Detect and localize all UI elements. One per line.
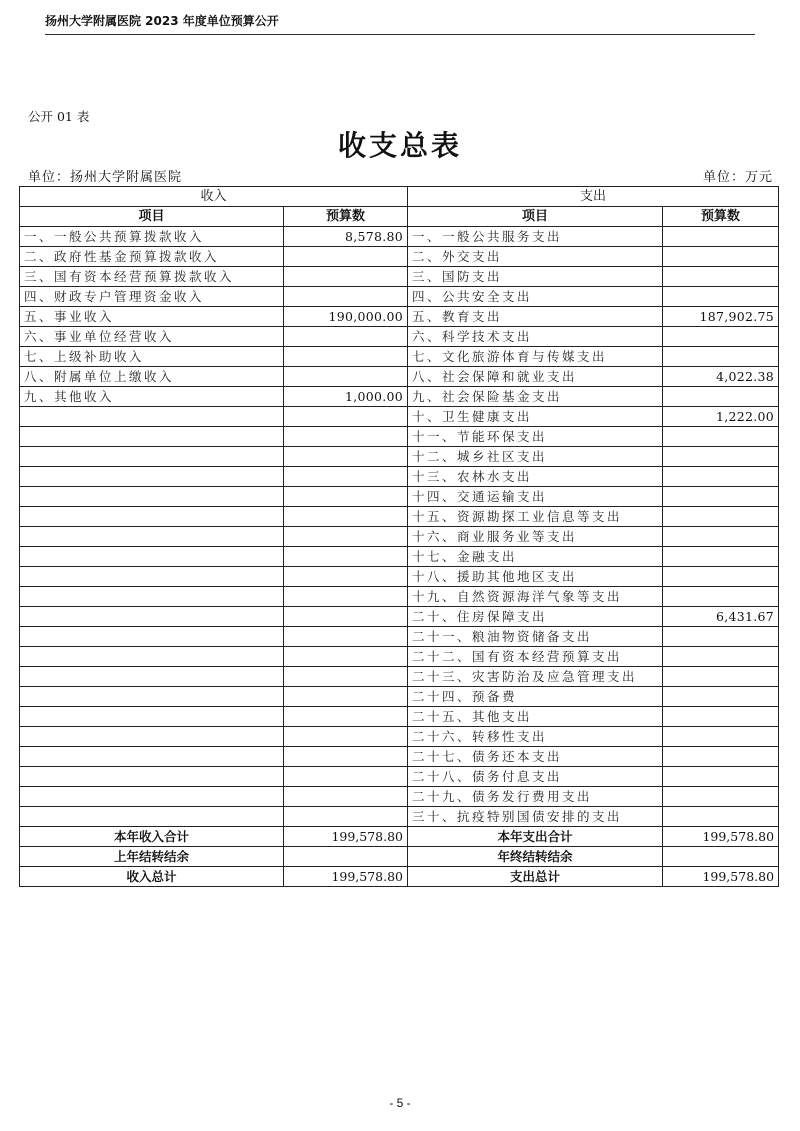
income-amount-cell [284, 367, 408, 387]
income-amount-cell: 1,000.00 [284, 387, 408, 407]
income-summary-label: 收入总计 [20, 867, 284, 887]
table-row [20, 567, 779, 587]
expense-amount-cell [663, 627, 779, 647]
income-amount-cell: 190,000.00 [284, 307, 408, 327]
table-row [20, 747, 779, 767]
expense-amount-cell: 4,022.38 [663, 367, 779, 387]
table-row [20, 327, 779, 347]
expense-item-cell: 二十、住房保障支出 [408, 607, 663, 627]
expense-item-cell: 十二、城乡社区支出 [408, 447, 663, 467]
income-amount-cell [284, 407, 408, 427]
income-amount-cell [284, 527, 408, 547]
page-header: 扬州大学附属医院 2023 年度单位预算公开 [45, 12, 755, 35]
expense-amount-cell [663, 767, 779, 787]
expense-item-cell: 五、教育支出 [408, 307, 663, 327]
expense-item-cell: 九、社会保险基金支出 [408, 387, 663, 407]
income-item-cell: 二、政府性基金预算拨款收入 [20, 247, 284, 267]
income-item-cell: 八、附属单位上缴收入 [20, 367, 284, 387]
income-amount-cell [284, 647, 408, 667]
income-amount-cell [284, 567, 408, 587]
table-row [20, 307, 779, 327]
expense-item-header: 项目 [408, 207, 663, 227]
expense-summary-label: 本年支出合计 [408, 827, 663, 847]
expense-summary-amount: 199,578.80 [663, 867, 779, 887]
expense-item-cell: 十七、金融支出 [408, 547, 663, 567]
table-row [20, 627, 779, 647]
table-row [20, 647, 779, 667]
expense-item-cell: 十五、资源勘探工业信息等支出 [408, 507, 663, 527]
expense-amount-cell [663, 347, 779, 367]
table-row [20, 367, 779, 387]
expense-item-cell: 八、社会保障和就业支出 [408, 367, 663, 387]
expense-amount-cell [663, 387, 779, 407]
table-row [20, 247, 779, 267]
summary-row [20, 827, 779, 847]
income-item-cell [20, 407, 284, 427]
table-row [20, 707, 779, 727]
expense-item-cell: 三、国防支出 [408, 267, 663, 287]
page-title: 收支总表 [337, 129, 462, 162]
income-summary-label: 本年收入合计 [20, 827, 284, 847]
expense-item-cell: 十八、援助其他地区支出 [408, 567, 663, 587]
income-amount-cell [284, 327, 408, 347]
table-row [20, 487, 779, 507]
income-amount-cell [284, 747, 408, 767]
income-item-cell [20, 627, 284, 647]
budget-summary-table [19, 186, 779, 887]
table-row [20, 687, 779, 707]
expense-item-cell: 十九、自然资源海洋气象等支出 [408, 587, 663, 607]
income-amount-cell [284, 347, 408, 367]
income-item-cell [20, 587, 284, 607]
expense-item-cell: 一、一般公共服务支出 [408, 227, 663, 247]
income-item-cell [20, 427, 284, 447]
table-row [20, 407, 779, 427]
table-row [20, 787, 779, 807]
income-amount-cell [284, 667, 408, 687]
income-amount-cell [284, 787, 408, 807]
income-amount-cell [284, 267, 408, 287]
expense-item-cell: 二十四、预备费 [408, 687, 663, 707]
income-amount-cell [284, 687, 408, 707]
table-row [20, 267, 779, 287]
income-item-cell [20, 687, 284, 707]
income-item-cell [20, 807, 284, 827]
expense-summary-label: 支出总计 [408, 867, 663, 887]
income-summary-amount [284, 847, 408, 867]
income-item-cell: 三、国有资本经营预算拨款收入 [20, 267, 284, 287]
expense-amount-cell [663, 507, 779, 527]
table-row [20, 447, 779, 467]
expense-item-cell: 二十一、粮油物资储备支出 [408, 627, 663, 647]
expense-amount-cell [663, 807, 779, 827]
income-amount-cell [284, 447, 408, 467]
expense-item-cell: 十六、商业服务业等支出 [408, 527, 663, 547]
expense-amount-cell [663, 727, 779, 747]
income-item-cell [20, 447, 284, 467]
expense-item-cell: 二十八、债务付息支出 [408, 767, 663, 787]
expense-amount-cell [663, 787, 779, 807]
income-item-cell [20, 567, 284, 587]
expense-amount-cell [663, 747, 779, 767]
income-item-cell [20, 727, 284, 747]
table-row [20, 347, 779, 367]
income-amount-cell [284, 807, 408, 827]
expense-item-cell: 十三、农林水支出 [408, 467, 663, 487]
income-amount-cell [284, 607, 408, 627]
expense-amount-cell [663, 447, 779, 467]
income-item-cell [20, 547, 284, 567]
income-item-cell [20, 707, 284, 727]
income-summary-amount: 199,578.80 [284, 867, 408, 887]
income-amount-header: 预算数 [284, 207, 408, 227]
expense-amount-cell [663, 467, 779, 487]
income-item-cell: 九、其他收入 [20, 387, 284, 407]
expense-amount-cell [663, 227, 779, 247]
expense-item-cell: 十四、交通运输支出 [408, 487, 663, 507]
income-group-header: 收入 [20, 187, 408, 207]
expense-item-cell: 二十三、灾害防治及应急管理支出 [408, 667, 663, 687]
table-row [20, 807, 779, 827]
income-item-cell: 五、事业收入 [20, 307, 284, 327]
income-item-cell [20, 467, 284, 487]
expense-amount-cell [663, 667, 779, 687]
expense-group-header: 支出 [408, 187, 779, 207]
income-amount-cell [284, 247, 408, 267]
expense-item-cell: 四、公共安全支出 [408, 287, 663, 307]
income-item-cell [20, 507, 284, 527]
table-row [20, 547, 779, 567]
income-item-cell: 一、一般公共预算拨款收入 [20, 227, 284, 247]
expense-amount-cell [663, 527, 779, 547]
income-item-cell [20, 607, 284, 627]
expense-amount-cell [663, 247, 779, 267]
table-row [20, 587, 779, 607]
table-row [20, 467, 779, 487]
table-row [20, 527, 779, 547]
unit-currency: 单位：万元 [702, 170, 773, 185]
expense-amount-cell [663, 287, 779, 307]
expense-amount-cell [663, 687, 779, 707]
expense-amount-cell [663, 707, 779, 727]
expense-item-cell: 六、科学技术支出 [408, 327, 663, 347]
group-header-row [20, 187, 779, 207]
income-amount-cell [284, 467, 408, 487]
income-item-cell [20, 647, 284, 667]
expense-item-cell: 二十二、国有资本经营预算支出 [408, 647, 663, 667]
expense-summary-amount: 199,578.80 [663, 827, 779, 847]
summary-row [20, 867, 779, 887]
expense-summary-label: 年终结转结余 [408, 847, 663, 867]
expense-amount-cell [663, 327, 779, 347]
page-number: - 5 - [389, 1096, 411, 1110]
table-row [20, 767, 779, 787]
summary-row [20, 847, 779, 867]
table-row [20, 227, 779, 247]
income-item-cell [20, 527, 284, 547]
expense-item-cell: 二十七、债务还本支出 [408, 747, 663, 767]
expense-item-cell: 二十六、转移性支出 [408, 727, 663, 747]
income-amount-cell: 8,578.80 [284, 227, 408, 247]
expense-item-cell: 二十五、其他支出 [408, 707, 663, 727]
expense-item-cell: 七、文化旅游体育与传媒支出 [408, 347, 663, 367]
income-item-cell: 六、事业单位经营收入 [20, 327, 284, 347]
expense-amount-cell [663, 567, 779, 587]
expense-amount-cell: 1,222.00 [663, 407, 779, 427]
income-item-cell: 七、上级补助收入 [20, 347, 284, 367]
table-row [20, 667, 779, 687]
income-item-cell [20, 787, 284, 807]
table-row [20, 427, 779, 447]
table-id: 公开 01 表 [28, 109, 90, 124]
expense-amount-cell: 187,902.75 [663, 307, 779, 327]
expense-amount-cell [663, 647, 779, 667]
expense-summary-amount [663, 847, 779, 867]
expense-amount-cell: 6,431.67 [663, 607, 779, 627]
income-summary-amount: 199,578.80 [284, 827, 408, 847]
expense-amount-cell [663, 547, 779, 567]
income-item-header: 项目 [20, 207, 284, 227]
income-item-cell [20, 767, 284, 787]
expense-item-cell: 二、外交支出 [408, 247, 663, 267]
income-amount-cell [284, 767, 408, 787]
table-row [20, 507, 779, 527]
expense-item-cell: 三十、抗疫特别国债安排的支出 [408, 807, 663, 827]
income-item-cell [20, 487, 284, 507]
unit-organization: 单位：扬州大学附属医院 [28, 170, 183, 185]
income-amount-cell [284, 627, 408, 647]
income-amount-cell [284, 727, 408, 747]
income-amount-cell [284, 507, 408, 527]
income-amount-cell [284, 287, 408, 307]
expense-item-cell: 二十九、债务发行费用支出 [408, 787, 663, 807]
expense-amount-cell [663, 587, 779, 607]
table-row [20, 287, 779, 307]
income-amount-cell [284, 427, 408, 447]
income-item-cell [20, 667, 284, 687]
column-header-row [20, 207, 779, 227]
income-amount-cell [284, 587, 408, 607]
table-row [20, 727, 779, 747]
expense-amount-cell [663, 487, 779, 507]
expense-amount-cell [663, 267, 779, 287]
income-summary-label: 上年结转结余 [20, 847, 284, 867]
income-amount-cell [284, 547, 408, 567]
income-amount-cell [284, 487, 408, 507]
income-amount-cell [284, 707, 408, 727]
expense-amount-cell [663, 427, 779, 447]
expense-item-cell: 十、卫生健康支出 [408, 407, 663, 427]
income-item-cell [20, 747, 284, 767]
income-item-cell: 四、财政专户管理资金收入 [20, 287, 284, 307]
table-row [20, 387, 779, 407]
expense-item-cell: 十一、节能环保支出 [408, 427, 663, 447]
expense-amount-header: 预算数 [663, 207, 779, 227]
table-row [20, 607, 779, 627]
